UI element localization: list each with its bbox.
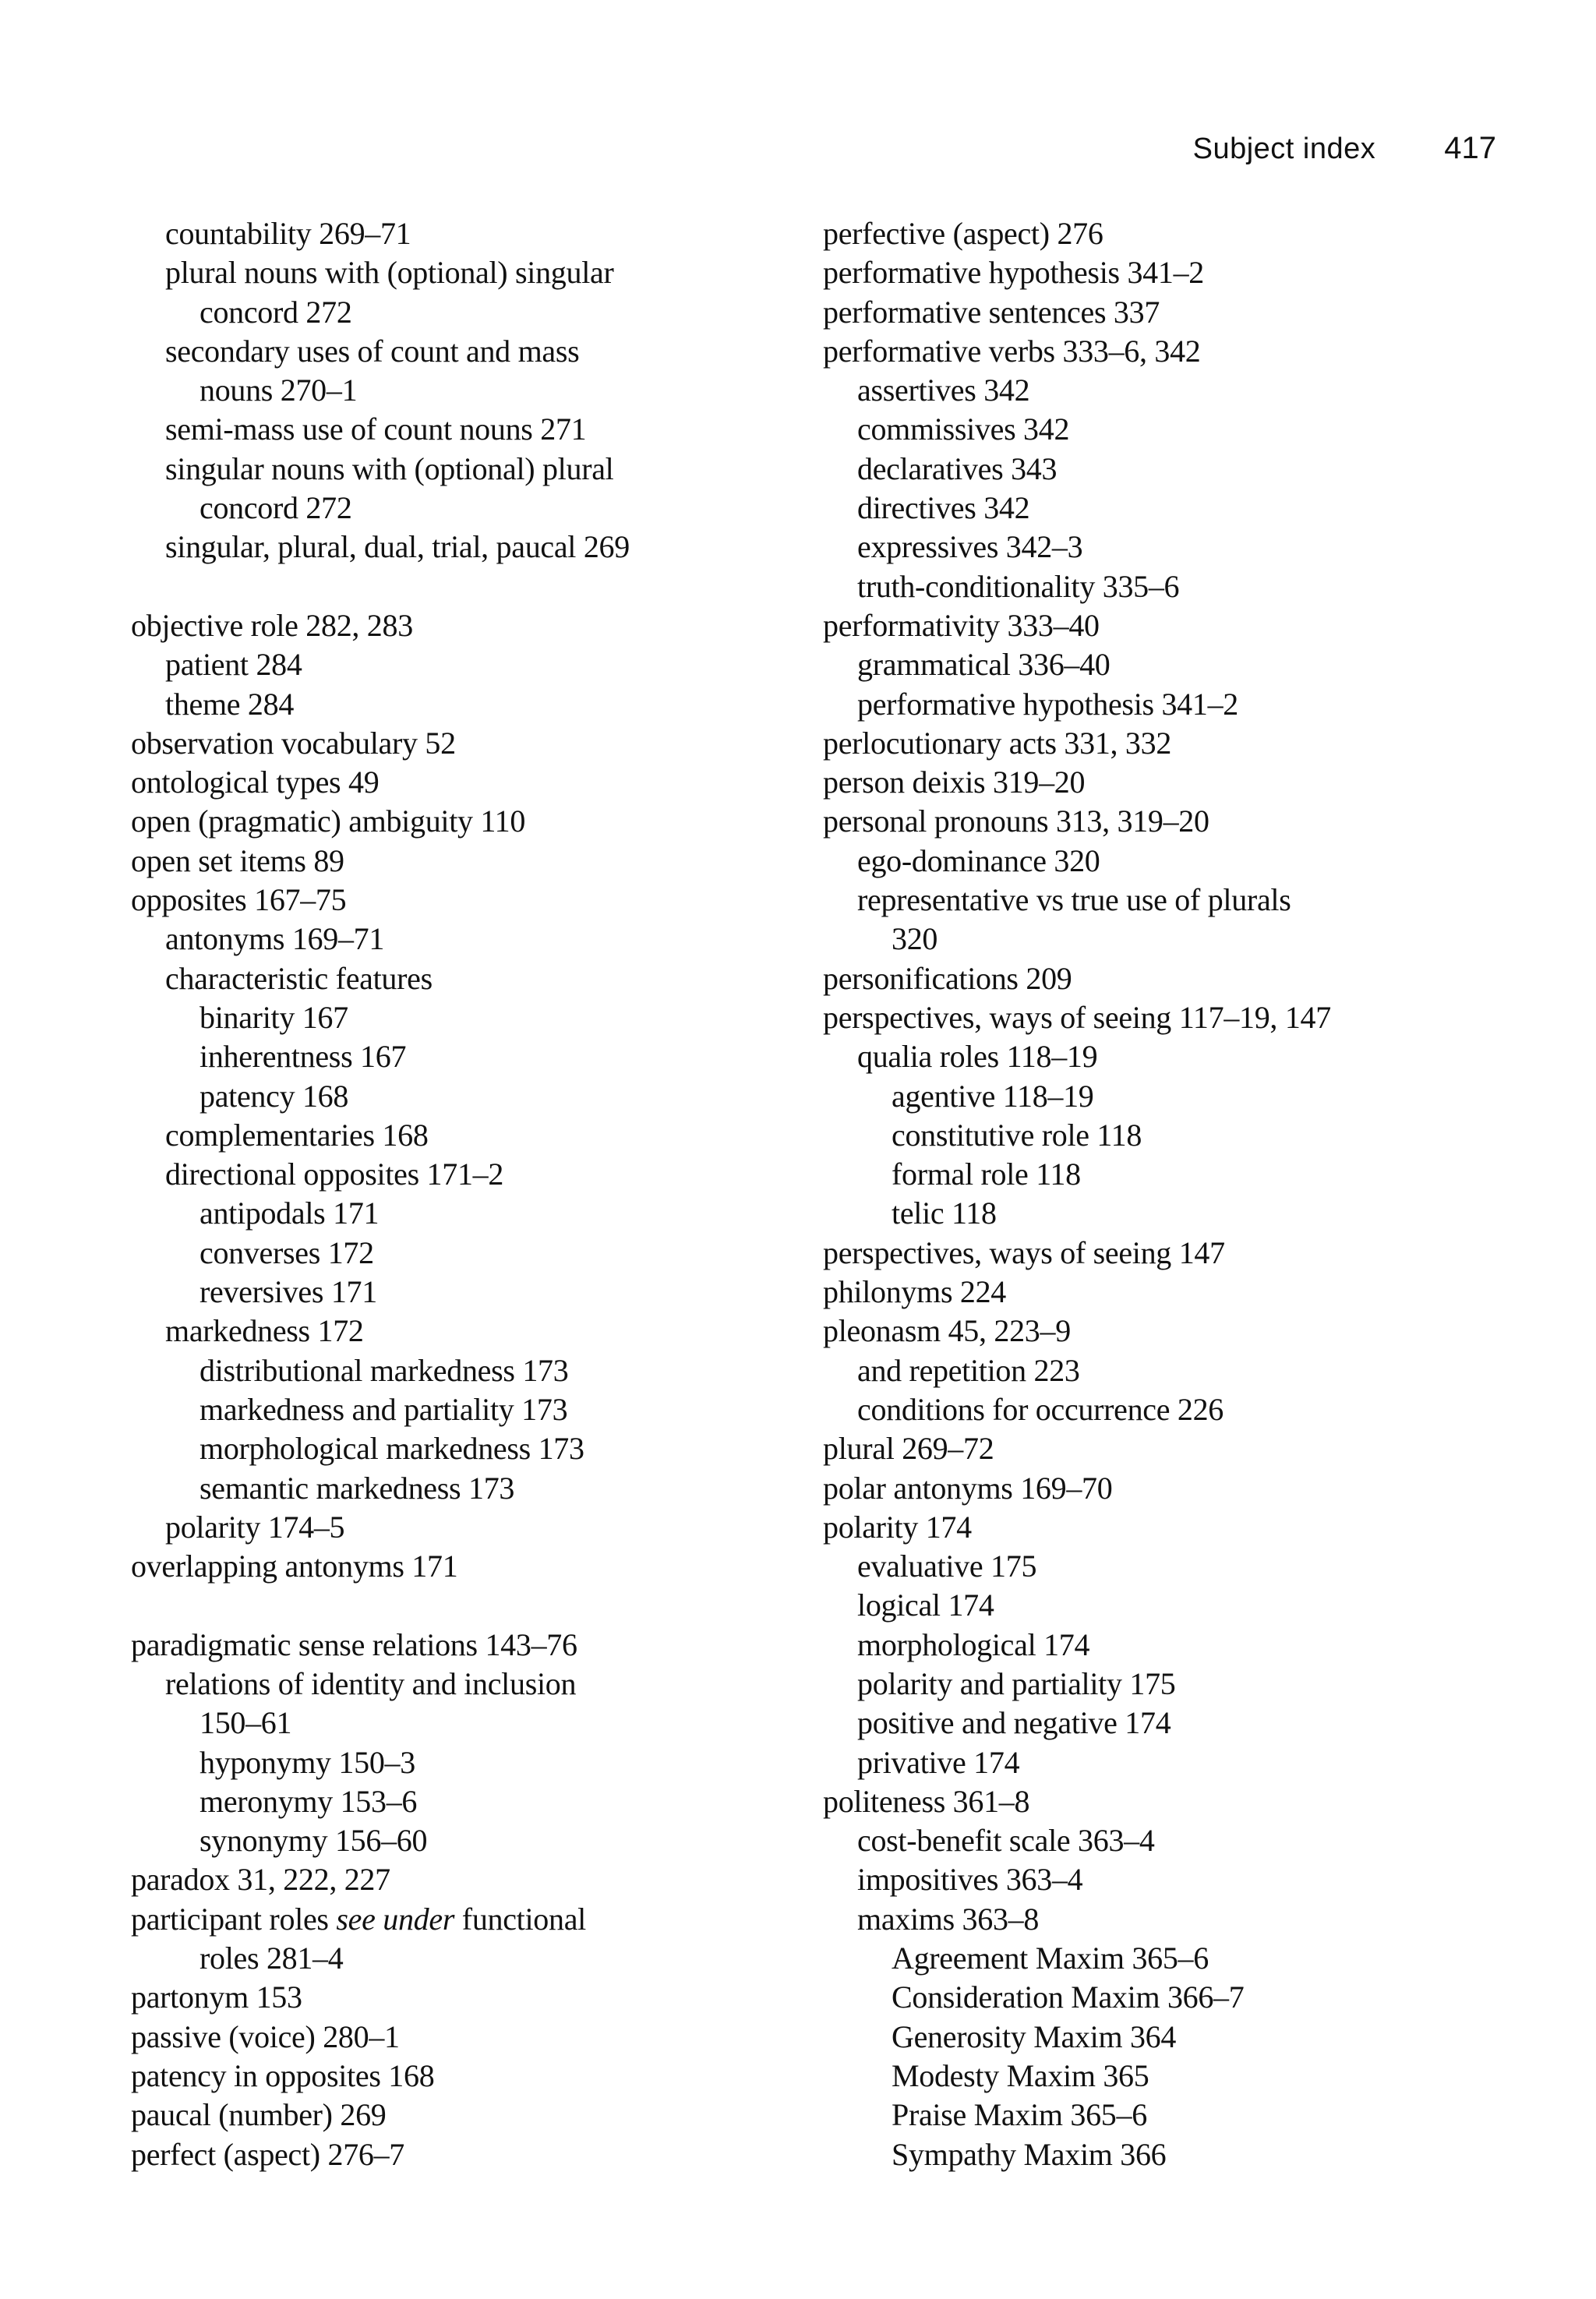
index-subentry: plural nouns with (optional) singular: [165, 255, 614, 291]
index-subentry: singular nouns with (optional) plural: [165, 450, 614, 486]
index-subentry: evaluative 175: [857, 1549, 1037, 1584]
index-heading: pleonasm 45, 223–9: [823, 1313, 1071, 1349]
index-column-right: [823, 214, 1501, 2174]
index-subsubentry: formal role 118: [892, 1157, 1081, 1192]
index-subentry: patient 284: [165, 647, 302, 683]
index-heading: open set items 89: [131, 842, 344, 878]
index-subentry: polarity 174–5: [165, 1509, 345, 1545]
index-subsubentry: roles 281–4: [200, 1941, 344, 1976]
index-subentry: positive and negative 174: [857, 1705, 1171, 1741]
index-subentry: declaratives 343: [857, 450, 1058, 486]
index-subentry: markedness 172: [165, 1313, 364, 1349]
index-subentry: assertives 342: [857, 373, 1030, 408]
index-heading: person deixis 319–20: [823, 765, 1086, 800]
index-subsubentry: antipodals 171: [200, 1195, 380, 1231]
index-subsubentry: Agreement Maxim 365–6: [892, 1941, 1209, 1976]
index-subentry: antonyms 169–71: [165, 921, 385, 957]
index-heading: perspectives, ways of seeing 117–19, 147: [823, 999, 1331, 1035]
index-text: functional: [454, 1901, 586, 1937]
index-heading: [131, 1900, 809, 1939]
index-subsubentry: agentive 118–19: [892, 1078, 1094, 1114]
index-subentry: singular, plural, dual, trial, paucal 269: [165, 529, 630, 565]
index-subentry: complementaries 168: [165, 1117, 429, 1153]
cross-reference: see under: [336, 1901, 455, 1937]
index-subentry: theme 284: [165, 686, 295, 722]
index-heading: observation vocabulary 52: [131, 725, 456, 761]
index-subsubentry: inherentness 167: [200, 1039, 407, 1075]
index-subentry: characteristic features: [165, 960, 433, 996]
index-heading: passive (voice) 280–1: [131, 2018, 400, 2054]
index-subentry: secondary uses of count and mass: [165, 333, 580, 369]
index-subentry: cost-benefit scale 363–4: [857, 1823, 1155, 1859]
index-subentry: privative 174: [857, 1744, 1020, 1780]
index-heading: patency in opposites 168: [131, 2057, 435, 2093]
index-subentry: commissives 342: [857, 411, 1070, 447]
index-subentry: performative hypothesis 341–2: [857, 686, 1238, 722]
index-heading: performative sentences 337: [823, 294, 1160, 330]
index-subentry: impositives 363–4: [857, 1862, 1083, 1898]
index-heading: perlocutionary acts 331, 332: [823, 725, 1172, 761]
index-subentry: semi-mass use of count nouns 271: [165, 411, 587, 447]
index-subentry: qualia roles 118–19: [857, 1039, 1098, 1075]
index-subentry: representative vs true use of plurals: [857, 882, 1291, 918]
index-subsubentry: concord 272: [200, 294, 352, 330]
index-subsubentry: binarity 167: [200, 999, 348, 1035]
index-subentry: truth-conditionality 335–6: [857, 568, 1180, 604]
index-group-spacer: [131, 1586, 809, 1625]
index-subentry: grammatical 336–40: [857, 647, 1110, 683]
index-heading: personifications 209: [823, 960, 1072, 996]
index-heading: ontological types 49: [131, 765, 380, 800]
index-heading: overlapping antonyms 171: [131, 1549, 458, 1584]
index-heading: politeness 361–8: [823, 1783, 1030, 1819]
index-subsubentry: Generosity Maxim 364: [892, 2018, 1177, 2054]
index-subentry: maxims 363–8: [857, 1901, 1040, 1937]
index-subsubentry: markedness and partiality 173: [200, 1391, 568, 1427]
index-heading: philonyms 224: [823, 1274, 1007, 1310]
index-subentry: expressives 342–3: [857, 529, 1083, 565]
index-heading: performative hypothesis 341–2: [823, 255, 1204, 291]
index-subsubentry: telic 118: [892, 1195, 997, 1231]
index-heading: paucal (number) 269: [131, 2097, 387, 2133]
index-heading: paradigmatic sense relations 143–76: [131, 1626, 577, 1662]
index-heading: plural 269–72: [823, 1431, 994, 1467]
index-subsubentry: Sympathy Maxim 366: [892, 2136, 1167, 2172]
index-heading: perspectives, ways of seeing 147: [823, 1234, 1225, 1270]
index-subentry: directional opposites 171–2: [165, 1157, 504, 1192]
index-subentry: logical 174: [857, 1587, 994, 1623]
index-heading: perfect (aspect) 276–7: [131, 2136, 404, 2172]
index-heading: objective role 282, 283: [131, 607, 413, 643]
index-subsubentry: synonymy 156–60: [200, 1823, 428, 1859]
index-subsubentry: converses 172: [200, 1234, 374, 1270]
index-subsubentry: reversives 171: [200, 1274, 377, 1310]
running-head-title: Subject index: [1192, 132, 1376, 165]
index-subsubentry: hyponymy 150–3: [200, 1744, 415, 1780]
index-subentry: conditions for occurrence 226: [857, 1391, 1224, 1427]
index-subsubentry: 320: [892, 921, 938, 957]
index-subentry: morphological 174: [857, 1626, 1090, 1662]
index-subsubentry: semantic markedness 173: [200, 1470, 515, 1506]
index-heading: personal pronouns 313, 319–20: [823, 803, 1209, 839]
index-heading: open (pragmatic) ambiguity 110: [131, 803, 526, 839]
index-heading: polar antonyms 169–70: [823, 1470, 1113, 1506]
index-heading: partonym 153: [131, 1979, 302, 2015]
index-subsubentry: Modesty Maxim 365: [892, 2057, 1149, 2093]
index-subentry: relations of identity and inclusion: [165, 1665, 577, 1701]
index-heading: paradox 31, 222, 227: [131, 1862, 390, 1898]
index-heading: opposites 167–75: [131, 882, 347, 918]
index-subsubentry: meronymy 153–6: [200, 1783, 418, 1819]
index-subsubentry: morphological markedness 173: [200, 1431, 584, 1467]
page-number: 417: [1444, 131, 1496, 165]
index-subsubentry: distributional markedness 173: [200, 1352, 569, 1388]
index-heading: performativity 333–40: [823, 607, 1100, 643]
index-heading: performative verbs 333–6, 342: [823, 333, 1201, 369]
index-text: participant roles: [131, 1901, 337, 1937]
index-subsubentry: constitutive role 118: [892, 1117, 1142, 1153]
index-subentry: and repetition 223: [857, 1352, 1080, 1388]
index-subsubentry: nouns 270–1: [200, 373, 358, 408]
index-subsubentry: Consideration Maxim 366–7: [892, 1979, 1245, 2015]
index-subsubentry: 150–61: [200, 1705, 292, 1741]
running-header: [1193, 131, 1496, 166]
index-heading: polarity 174: [823, 1509, 972, 1545]
index-column-left: [131, 214, 809, 2174]
index-subentry: polarity and partiality 175: [857, 1665, 1176, 1701]
index-subsubentry: concord 272: [200, 490, 352, 526]
index-heading: perfective (aspect) 276: [823, 216, 1103, 251]
index-subsubentry: patency 168: [200, 1078, 349, 1114]
index-subentry: ego-dominance 320: [857, 842, 1100, 878]
index-subsubentry: Praise Maxim 365–6: [892, 2097, 1147, 2133]
index-group-spacer: [131, 567, 809, 606]
index-subentry: directives 342: [857, 490, 1030, 526]
index-subentry: countability 269–71: [165, 216, 411, 251]
